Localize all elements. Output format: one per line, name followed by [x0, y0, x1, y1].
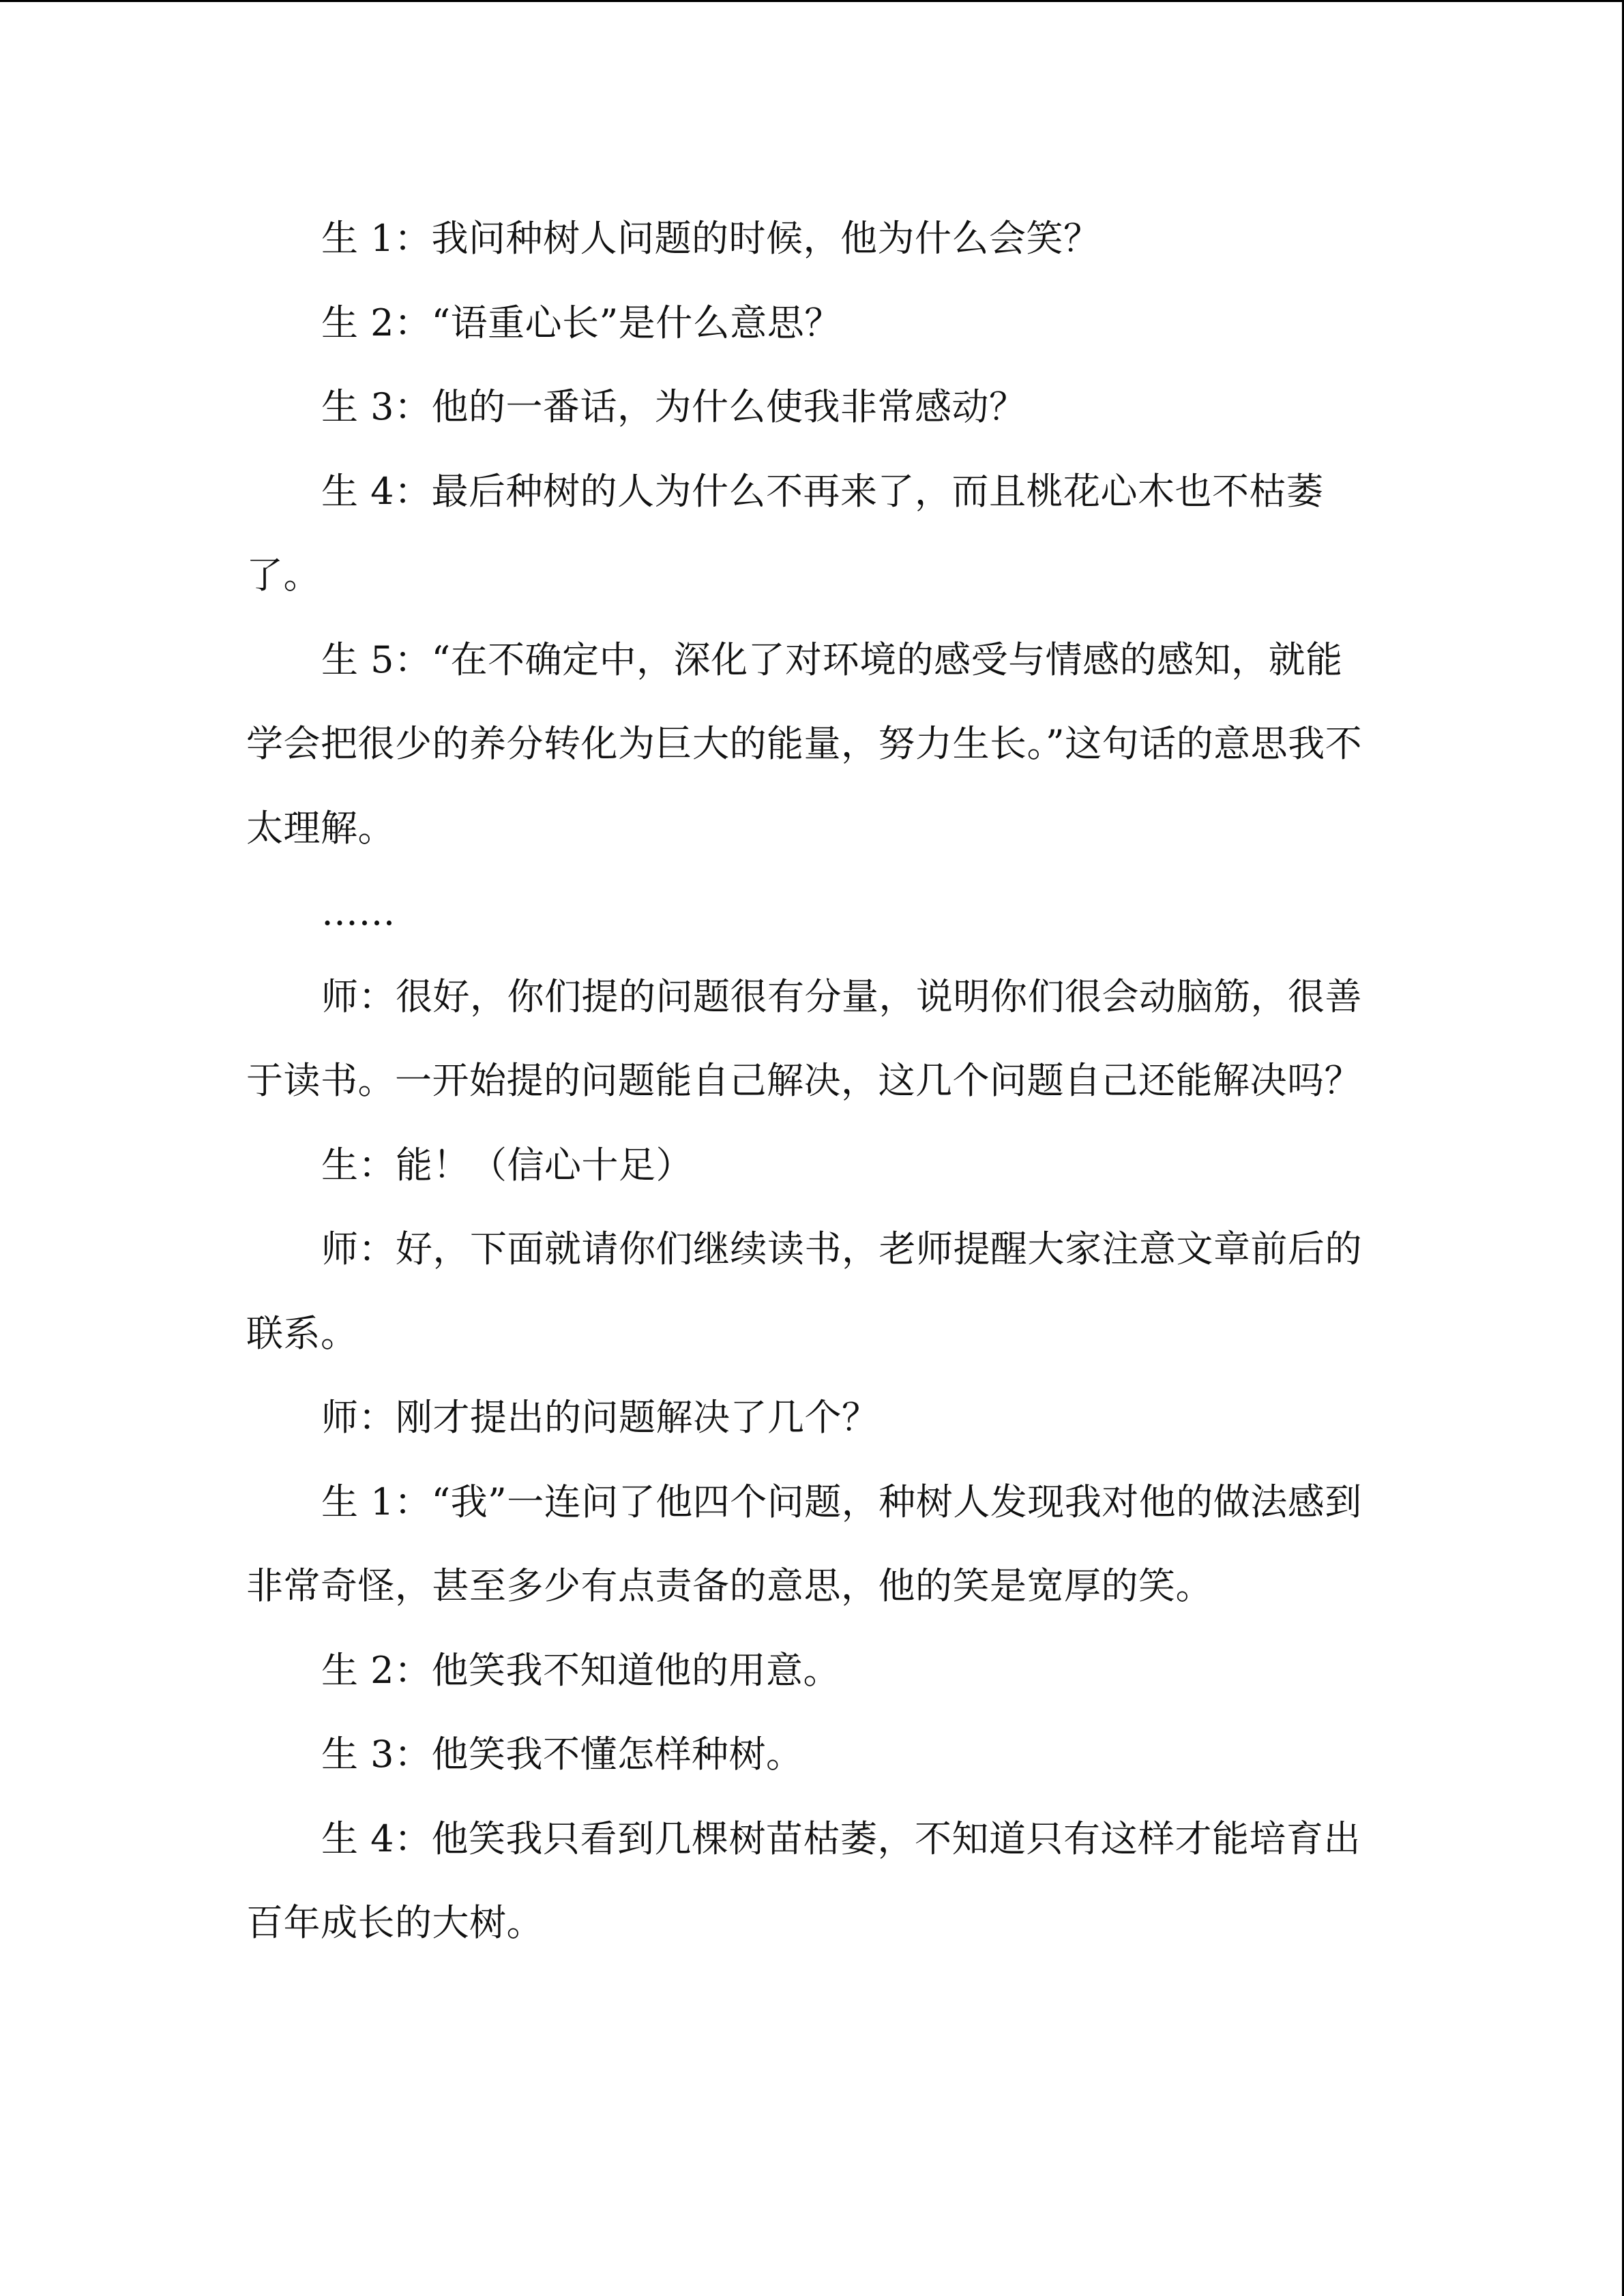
page-border-top — [0, 0, 1624, 2]
paragraph-teacher-question: 师：刚才提出的问题解决了几个？ — [321, 1396, 879, 1439]
paragraph-teacher-praise: 师：很好，你们提的问题很有分量，说明你们很会动脑筋，很善于读书。一开始提的问题能自己解决，这几个问题自己还能解决吗？ — [246, 974, 1362, 1102]
paragraph-student2-answer: 生 2：他笑我不知道他的用意。 — [321, 1648, 841, 1692]
paragraph-student4-question: 生 4：最后种树的人为什么不再来了，而且桃花心木也不枯萎了。 — [246, 469, 1324, 597]
paragraph-student5-question: 生 5：“在不确定中，深化了对环境的感受与情感的感知，就能学会把很少的养分转化为巨大的能量，努力生长。”这句话的意思我不太理解。 — [246, 638, 1363, 850]
paragraph-ellipsis: …… — [321, 891, 396, 934]
paragraph-student1-answer: 生 1：“我”一连问了他四个问题，种树人发现我对他的做法感到非常奇怪，甚至多少有点责备的意思，他的笑是宽厚的笑。 — [246, 1480, 1362, 1607]
paragraph-student1-question: 生 1：我问种树人问题的时候，他为什么会笑？ — [321, 217, 1101, 260]
paragraph-student3-answer: 生 3：他笑我不懂怎样种树。 — [321, 1733, 803, 1776]
paragraph-student2-question: 生 2：“语重心长”是什么意思？ — [321, 301, 842, 344]
paragraph-teacher-instruction: 师：好，下面就请你们继续读书，老师提醒大家注意文章前后的联系。 — [246, 1227, 1362, 1355]
paragraph-student4-answer: 生 4：他笑我只看到几棵树苗枯萎，不知道只有这样才能培育出百年成长的大树。 — [246, 1817, 1361, 1944]
document-body — [246, 196, 1378, 1965]
paragraph-student-answer: 生：能！（信心十足） — [321, 1143, 693, 1187]
paragraph-student3-question: 生 3：他的一番话，为什么使我非常感动？ — [321, 385, 1027, 428]
